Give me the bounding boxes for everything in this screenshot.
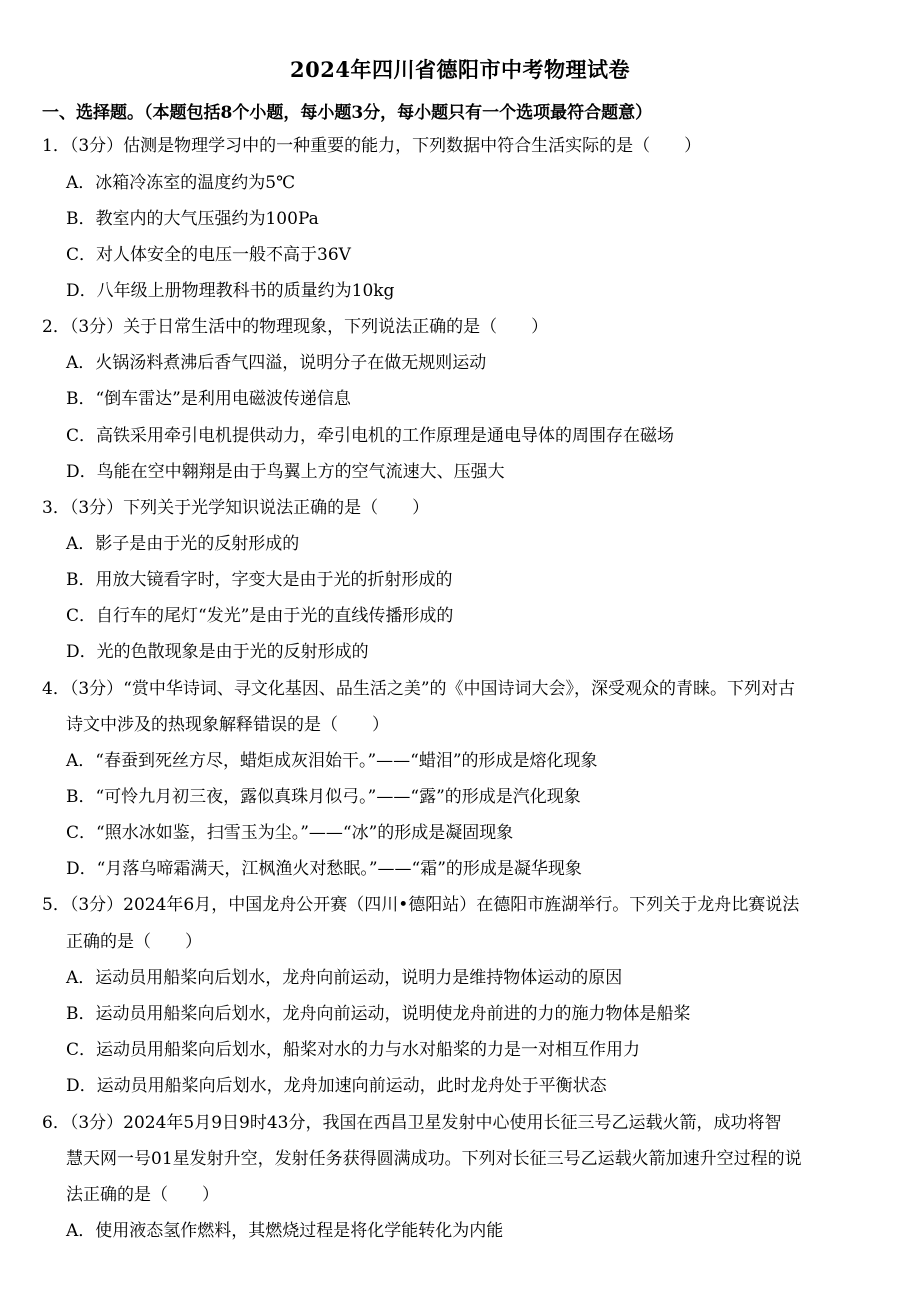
- question-2-option-a: A．火锅汤料煮沸后香气四溢，说明分子在做无规则运动: [66, 353, 487, 373]
- question-3-option-b: B．用放大镜看字时，字变大是由于光的折射形成的: [66, 570, 453, 590]
- question-1-option-c: C．对人体安全的电压一般不高于36V: [66, 245, 351, 265]
- question-4-stem-continued: 诗文中涉及的热现象解释错误的是（ ）: [66, 715, 389, 735]
- question-2-option-d: D．鸟能在空中翱翔是由于鸟翼上方的空气流速大、压强大: [66, 462, 505, 482]
- question-6-option-a: A．使用液态氢作燃料，其燃烧过程是将化学能转化为内能: [66, 1221, 504, 1241]
- question-2-option-c: C．高铁采用牵引电机提供动力，牵引电机的工作原理是通电导体的周围存在磁场: [66, 426, 675, 446]
- question-4-option-b: B．“可怜九月初三夜，露似真珠月似弓。”——“露”的形成是汽化现象: [66, 787, 581, 807]
- question-3-option-d: D．光的色散现象是由于光的反射形成的: [66, 642, 369, 662]
- question-4-option-c: C．“照水冰如鉴，扫雪玉为尘。”——“冰”的形成是凝固现象: [66, 823, 514, 843]
- question-4-option-d: D．“月落乌啼霜满天，江枫渔火对愁眠。”——“霜”的形成是凝华现象: [66, 859, 582, 879]
- question-6-stem-continued: 慧天网一号01星发射升空，发射任务获得圆满成功。下列对长征三号乙运载火箭加速升空过程的说: [66, 1149, 802, 1169]
- question-2-option-b: B．“倒车雷达”是利用电磁波传递信息: [66, 389, 351, 409]
- question-1-option-a: A．冰箱冷冻室的温度约为5℃: [66, 173, 296, 193]
- question-6-stem-continued-2: 法正确的是（ ）: [66, 1185, 219, 1205]
- question-5-stem: 5．（3分）2024年6月，中国龙舟公开赛（四川•德阳站）在德阳市旌湖举行。下列关于龙舟比赛说法: [42, 895, 800, 915]
- question-4-option-a: A．“春蚕到死丝方尽，蜡炬成灰泪始干。”——“蜡泪”的形成是熔化现象: [66, 751, 598, 771]
- question-5-option-c: C．运动员用船桨向后划水，船桨对水的力与水对船桨的力是一对相互作用力: [66, 1040, 641, 1060]
- question-5-option-d: D．运动员用船桨向后划水，龙舟加速向前运动，此时龙舟处于平衡状态: [66, 1076, 607, 1096]
- question-1-option-b: B．教室内的大气压强约为100Pa: [66, 209, 319, 229]
- question-1-stem: 1．（3分）估测是物理学习中的一种重要的能力，下列数据中符合生活实际的是（ ）: [42, 136, 702, 156]
- exam-title: 2024年四川省德阳市中考物理试卷: [290, 57, 630, 82]
- question-5-option-b: B．运动员用船桨向后划水，龙舟向前运动，说明使龙舟前进的力的施力物体是船桨: [66, 1004, 691, 1024]
- question-5-stem-continued: 正确的是（ ）: [66, 932, 202, 952]
- question-6-stem: 6．（3分）2024年5月9日9时43分，我国在西昌卫星发射中心使用长征三号乙运载火箭，成功将智: [42, 1113, 782, 1133]
- question-3-stem: 3．（3分）下列关于光学知识说法正确的是（ ）: [42, 498, 430, 518]
- question-3-option-c: C．自行车的尾灯“发光”是由于光的直线传播形成的: [66, 606, 454, 626]
- section-heading: 一、选择题。（本题包括8个小题，每小题3分，每小题只有一个选项最符合题意）: [42, 103, 653, 123]
- question-3-option-a: A．影子是由于光的反射形成的: [66, 534, 300, 554]
- question-5-option-a: A．运动员用船桨向后划水，龙舟向前运动，说明力是维持物体运动的原因: [66, 968, 623, 988]
- question-4-stem: 4．（3分）“赏中华诗词、寻文化基因、品生活之美”的《中国诗词大会》，深受观众的青睐。下列对古: [42, 679, 796, 699]
- question-1-option-d: D．八年级上册物理教科书的质量约为10kg: [66, 281, 395, 301]
- question-2-stem: 2．（3分）关于日常生活中的物理现象，下列说法正确的是（ ）: [42, 317, 549, 337]
